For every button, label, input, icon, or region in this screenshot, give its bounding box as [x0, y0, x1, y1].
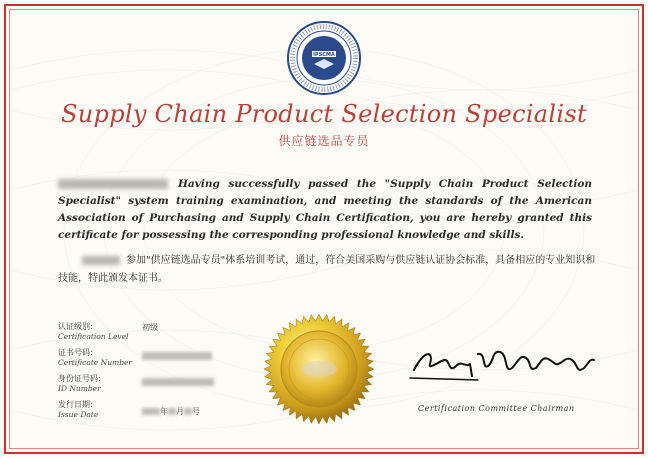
body-chinese-text: 参加"供应链选品专员"体系培训考试，通过，符合美国采购与供应链认证协会标准，具备相应的专业知识和技能，特此颁发本证书。 — [58, 255, 596, 284]
id-label-en: ID Number — [58, 384, 101, 393]
level-label-en: Certification Level — [58, 332, 129, 341]
info-row-cert-number — [58, 348, 258, 374]
certificate-info — [58, 322, 258, 426]
id-label-zh: 身份证号码: — [58, 374, 101, 383]
info-row-level — [58, 322, 258, 348]
logo-text: IPSCMA — [313, 52, 335, 58]
title-english: Supply Chain Product Selection Specialist — [61, 100, 587, 128]
body-english-text: Having successfully passed the "Supply Chain Product Selection Specialist" system training examination, and meeting the standards of the American Association of Purchasing and Supply Chain Certification, you are hereby granted this certificate for possessing the corresponding professional knowledge and skills. — [58, 178, 592, 241]
redacted-name-chinese — [82, 256, 120, 265]
level-value: 初级 — [142, 323, 158, 332]
cert-number-label-en: Certificate Number — [58, 358, 133, 367]
body-chinese — [58, 252, 598, 288]
date-month-char: 月 — [176, 407, 184, 416]
date-label-zh: 发行日期: — [58, 400, 93, 409]
date-year-char: 年 — [160, 407, 168, 416]
ipscma-association-emblem-icon — [286, 20, 362, 96]
redacted-year — [142, 408, 160, 415]
chairman-signature — [408, 340, 598, 390]
body-english — [58, 176, 592, 244]
level-label-zh: 认证级别: — [58, 322, 93, 331]
redacted-day — [184, 408, 192, 415]
signature-caption: Certification Committee Chairman — [418, 404, 575, 413]
date-label-en: Issue Date — [58, 410, 99, 419]
redacted-name — [58, 179, 168, 189]
cert-number-label-zh: 证书号码: — [58, 348, 93, 357]
title-chinese: 供应链选品专员 — [278, 134, 370, 148]
redacted-id-number — [142, 378, 214, 386]
info-row-id — [58, 374, 258, 400]
info-row-date — [58, 400, 258, 426]
issue-date-value — [142, 406, 200, 417]
date-day-char: 号 — [192, 407, 200, 416]
gold-seal-icon — [262, 312, 376, 426]
redacted-cert-number — [142, 352, 212, 360]
redacted-month — [168, 408, 176, 415]
